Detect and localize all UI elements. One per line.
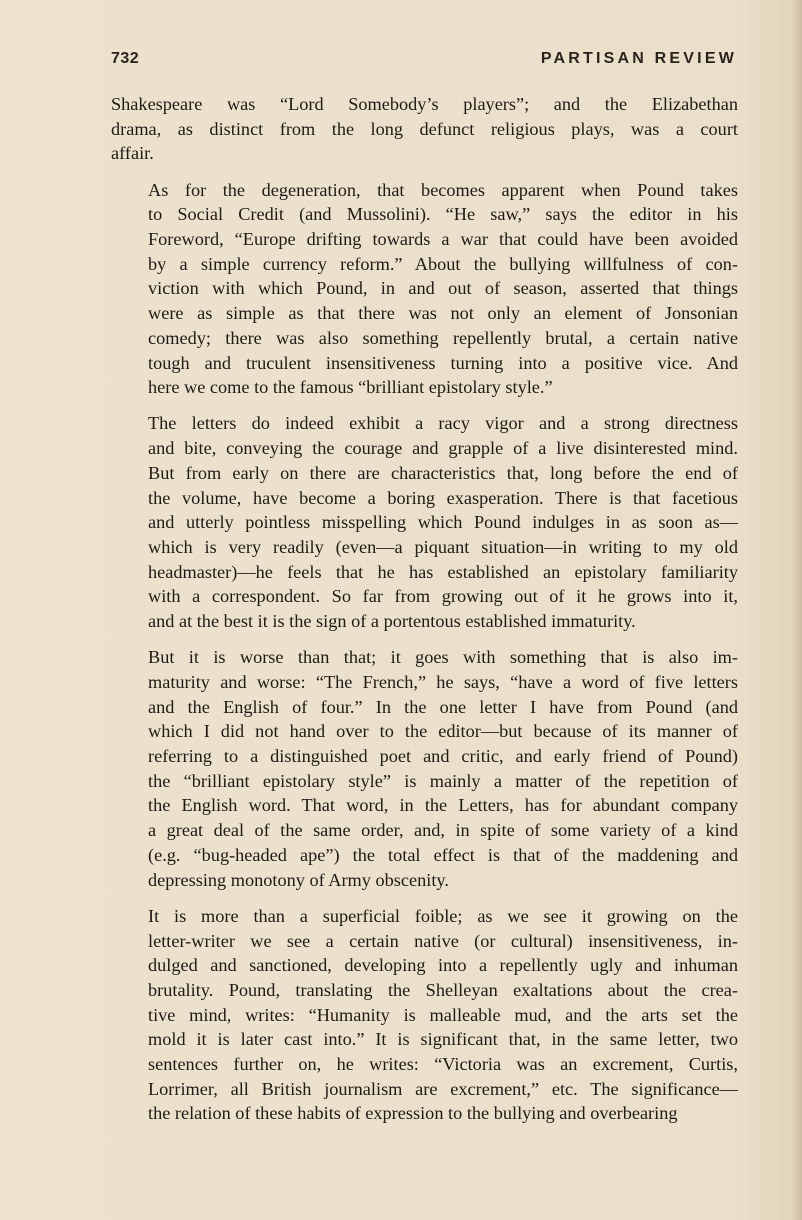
paragraph (111, 411, 738, 633)
page-edge-shadow (792, 0, 802, 1220)
text-line: here we come to the famous “brilliant epistolary style.” (148, 377, 553, 398)
text-line: affair. (111, 143, 154, 164)
text-line: which is very readily (even—a piquant situation—in writing to my old (148, 536, 738, 557)
text-line: a great deal of the same order, and, in spite of some variety of a kind (148, 820, 738, 841)
body-text (111, 92, 738, 1138)
text-line: Foreword, “Europe drifting towards a war that could have been avoided (148, 229, 738, 250)
text-line: maturity and worse: “The French,” he says, “have a word of five letters (148, 671, 738, 692)
text-line: depressing monotony of Army obscenity. (148, 869, 449, 890)
text-line: sentences further on, he writes: “Victoria was an excrement, Curtis, (148, 1054, 738, 1075)
text-line: But from early on there are characteristics that, long before the end of (148, 462, 738, 483)
text-line: and bite, conveying the courage and grapple of a live disinterested mind. (148, 438, 738, 459)
text-line: headmaster)—he feels that he has established an epistolary familiarity (148, 561, 738, 582)
text-line: with a correspondent. So far from growing out of it he grows into it, (148, 586, 738, 607)
paragraph (111, 904, 738, 1126)
page-number: 732 (111, 50, 140, 67)
text-line: and utterly pointless misspelling which Pound indulges in as soon as— (148, 512, 738, 533)
text-line: referring to a distinguished poet and critic, and early friend of Pound) (148, 746, 738, 767)
text-line: the relation of these habits of expression to the bullying and overbearing (148, 1103, 678, 1124)
text-line: It is more than a superficial foible; as we see it growing on the (148, 905, 738, 926)
text-line: (e.g. “bug-headed ape”) the total effect is that of the maddening and (148, 844, 738, 865)
paragraph (111, 178, 738, 400)
text-line: As for the degeneration, that becomes apparent when Pound takes (148, 179, 738, 200)
text-line: letter-writer we see a certain native (or cultural) insensitiveness, in- (148, 930, 738, 951)
journal-title: PARTISAN REVIEW (540, 50, 737, 67)
text-line: viction with which Pound, in and out of season, asserted that things (148, 278, 738, 299)
text-line: comedy; there was also something repellently brutal, a certain native (148, 327, 738, 348)
text-line: Shakespeare was “Lord Somebody’s players”; and the Elizabethan (111, 94, 738, 114)
text-line: to Social Credit (and Mussolini). “He saw,” says the editor in his (148, 204, 738, 225)
text-line: brutality. Pound, translating the Shelleyan exaltations about the crea- (148, 979, 738, 1000)
text-line: mold it is later cast into.” It is significant that, in the same letter, two (148, 1029, 738, 1050)
text-line: and the English of four.” In the one letter I have from Pound (and (148, 696, 738, 717)
text-line: tive mind, writes: “Humanity is malleable mud, and the arts set the (148, 1004, 738, 1025)
text-line: which I did not hand over to the editor—but because of its manner of (148, 721, 738, 742)
text-line: drama, as distinct from the long defunct religious plays, was a court (111, 118, 738, 139)
text-line: the English word. That word, in the Letters, has for abundant company (148, 795, 738, 816)
text-line: by a simple currency reform.” About the bullying willfulness of con- (148, 253, 738, 274)
text-line: the volume, have become a boring exasperation. There is that facetious (148, 487, 738, 508)
text-line: and at the best it is the sign of a portentous established immaturity. (148, 611, 636, 632)
text-line: were as simple as that there was not only an element of Jonsonian (148, 303, 738, 324)
text-line: But it is worse than that; it goes with something that is also im- (148, 647, 738, 668)
text-line: Lorrimer, all British journalism are excrement,” etc. The significance— (148, 1078, 738, 1099)
running-header (111, 50, 737, 74)
text-line: dulged and sanctioned, developing into a repellently ugly and inhuman (148, 955, 738, 976)
paragraph (111, 92, 738, 166)
text-line: tough and truculent insensitiveness turning into a positive vice. And (148, 352, 738, 373)
text-line: the “brilliant epistolary style” is mainly a matter of the repetition of (148, 770, 738, 791)
paragraph (111, 645, 738, 892)
text-line: The letters do indeed exhibit a racy vigor and a strong directness (148, 413, 738, 434)
